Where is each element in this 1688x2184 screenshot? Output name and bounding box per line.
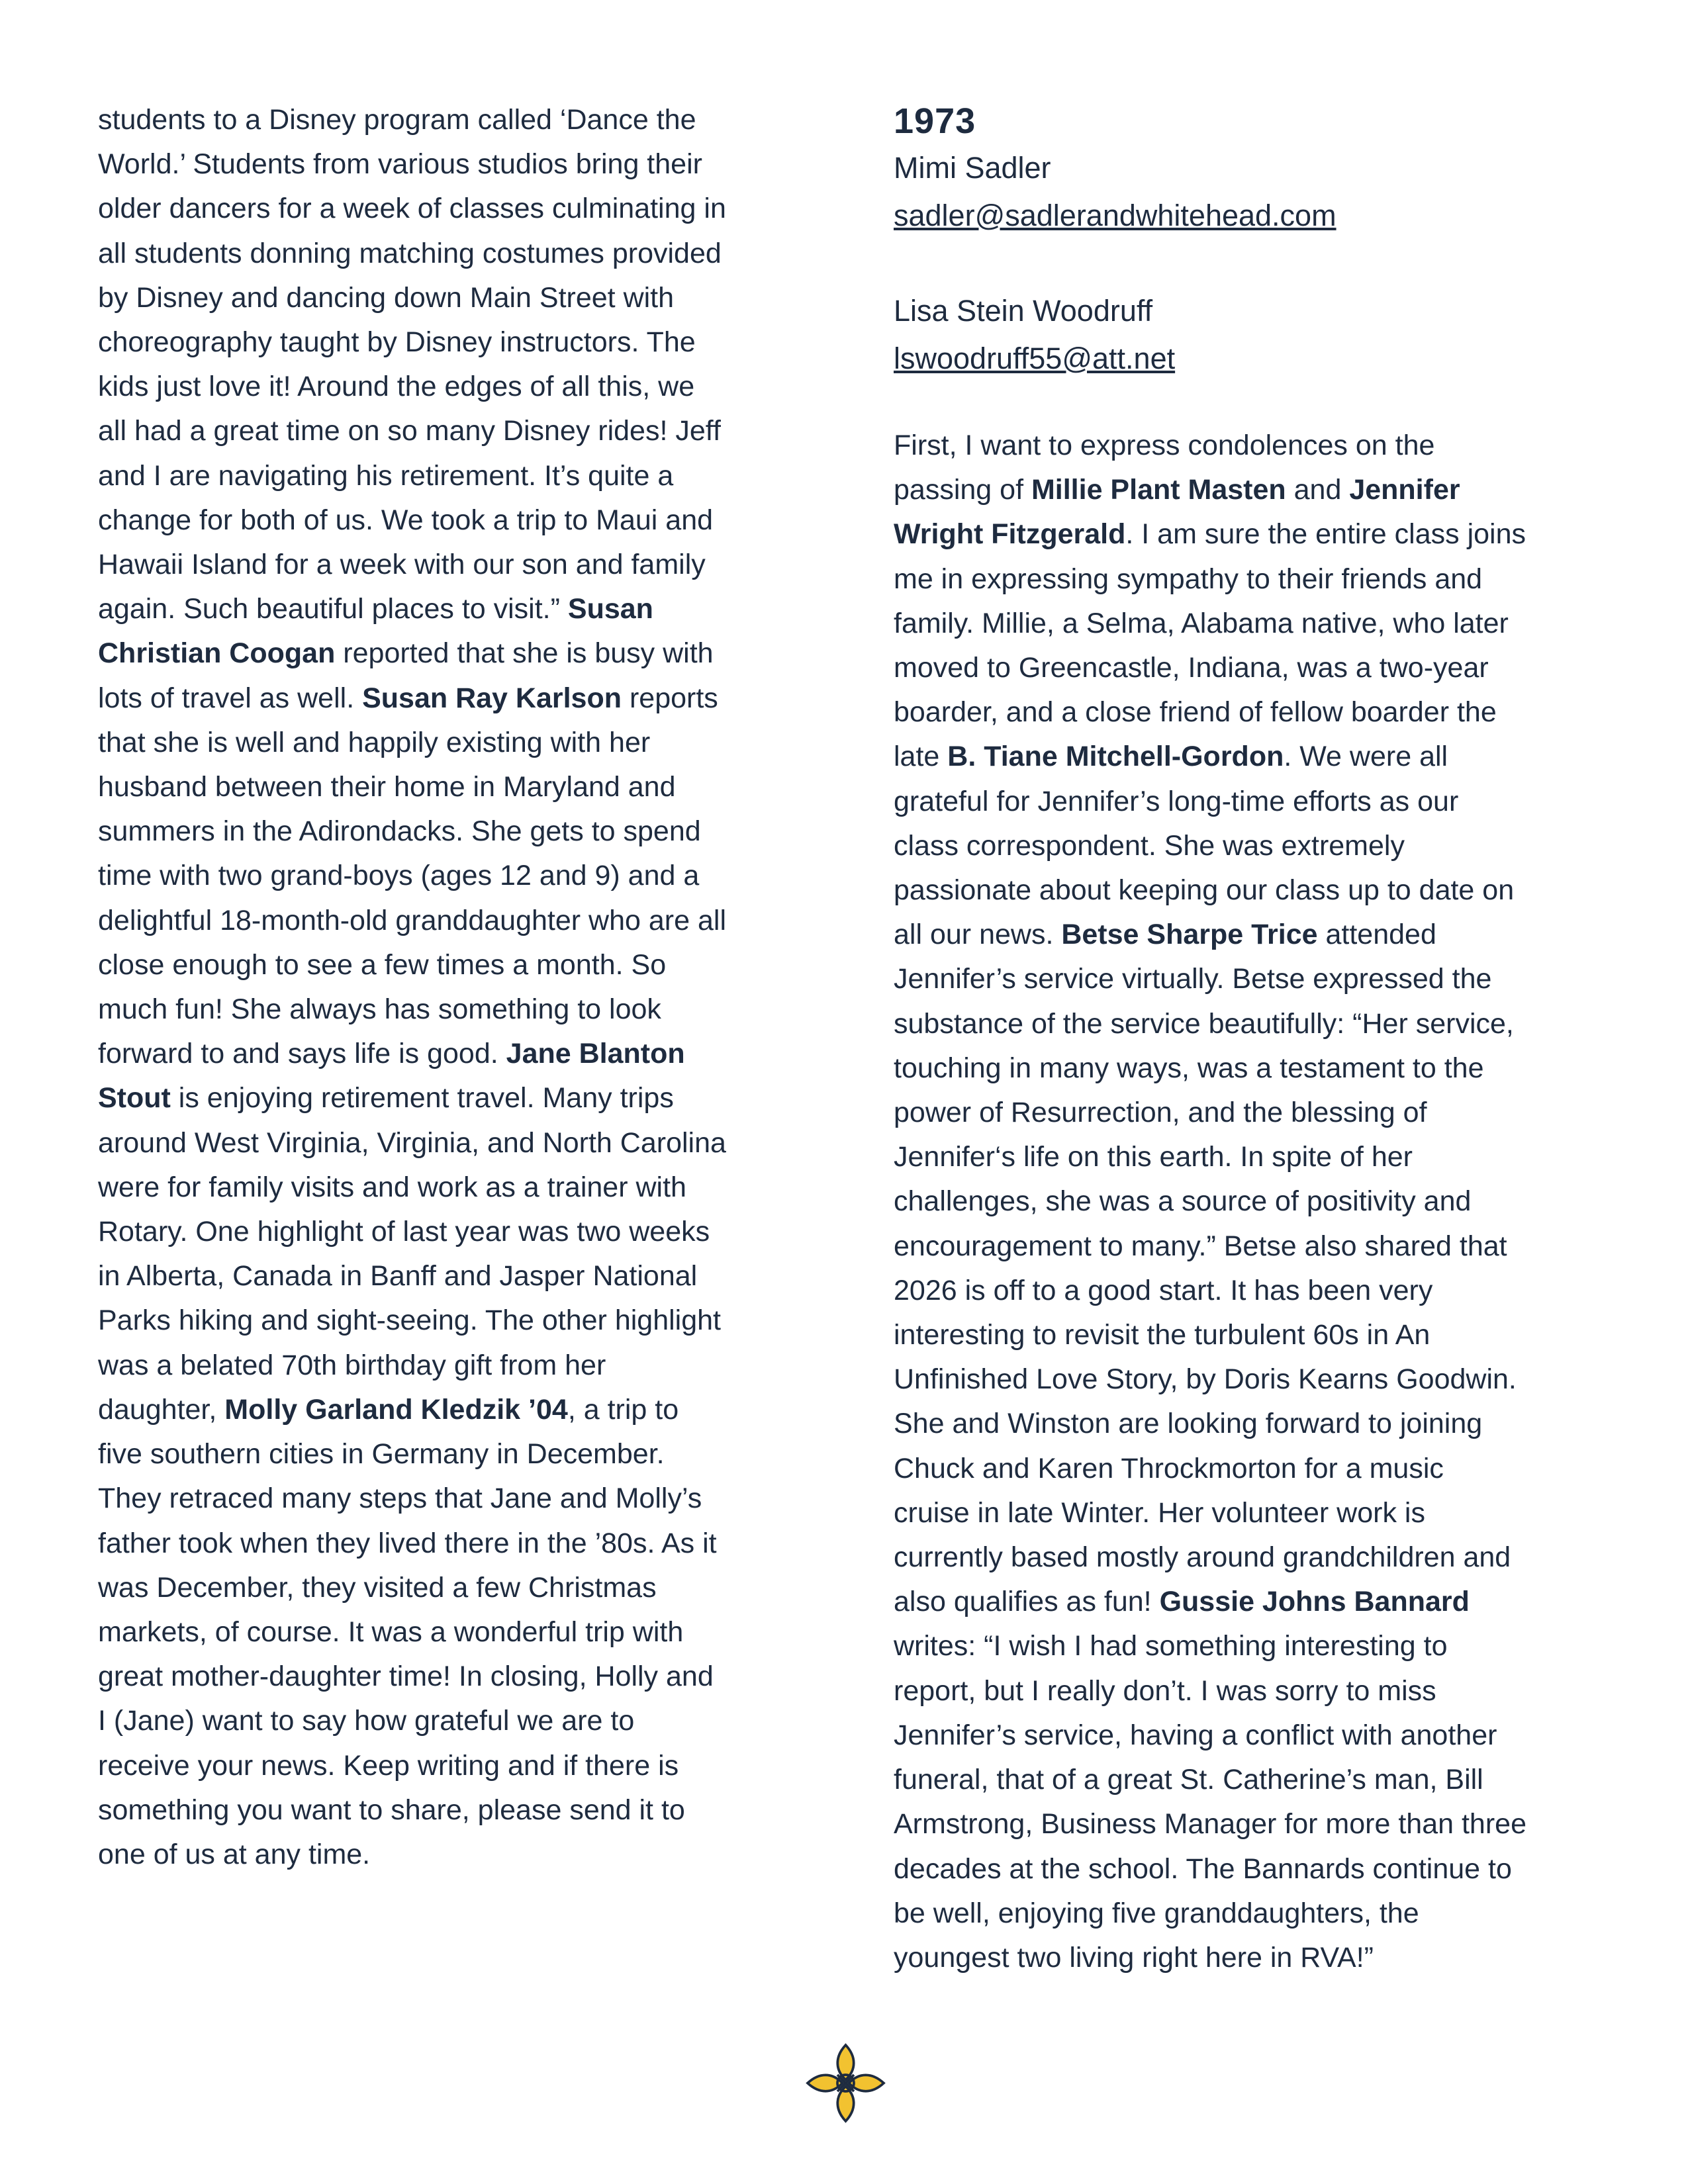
text-line: passionate about keeping our class up to date on: [894, 874, 1515, 907]
line-text: , a trip to: [567, 1393, 679, 1426]
text-line: father took when they lived there in the ’80s. As it: [98, 1527, 717, 1559]
text-line: were for family visits and work as a trainer with: [98, 1171, 686, 1203]
line-text: lots of travel as well.: [98, 682, 363, 714]
text-line: receive your news. Keep writing and if there is: [98, 1749, 679, 1782]
line-text: passing of: [894, 474, 1031, 506]
correspondent-name: Lisa Stein Woodruff: [894, 294, 1153, 328]
text-line: World.’ Students from various studios bring their: [98, 148, 702, 181]
text-line: was December, they visited a few Christmas: [98, 1571, 657, 1604]
text-line: change for both of us. We took a trip to Maui and: [98, 504, 714, 536]
spacer: [894, 383, 1595, 424]
text-line: power of Resurrection, and the blessing of: [894, 1097, 1427, 1129]
text-line: by Disney and dancing down Main Street with: [98, 281, 675, 314]
text-line: Rotary. One highlight of last year was two weeks: [98, 1216, 710, 1248]
text-line: was a belated 70th birthday gift from her: [98, 1349, 606, 1381]
right-column: [894, 98, 1595, 1980]
text-line: great mother-daughter time! In closing, Holly and: [98, 1661, 714, 1693]
text-line: challenges, she was a source of positivity and: [894, 1185, 1472, 1218]
text-line: be well, enjoying five granddaughters, the: [894, 1897, 1419, 1929]
correspondent-email-link[interactable]: sadler@sadlerandwhitehead.com: [894, 199, 1336, 232]
classmate-name: Gussie Johns Bannard: [1159, 1586, 1470, 1618]
line-text: is enjoying retirement travel. Many trips: [170, 1082, 674, 1115]
text-line: Jennifer’s service virtually. Betse expressed the: [894, 963, 1492, 995]
text-line: Parks hiking and sight-seeing. The other highlight: [98, 1304, 722, 1337]
correspondent-email-link[interactable]: lswoodruff55@att.net: [894, 341, 1176, 375]
classmate-name: B. Tiane Mitchell-Gordon: [947, 741, 1284, 773]
classmate-name: Millie Plant Masten: [1031, 474, 1286, 506]
text-line: touching in many ways, was a testament to the: [894, 1052, 1484, 1084]
text-line: cruise in late Winter. Her volunteer work is: [894, 1496, 1425, 1529]
classmate-name: Jane Blanton: [506, 1038, 685, 1070]
text-line: that she is well and happily existing with her: [98, 726, 651, 758]
classmate-name: Stout: [98, 1082, 171, 1115]
left-column: [98, 98, 800, 1877]
line-text: again. Such beautiful places to visit.”: [98, 593, 560, 625]
text-line: in Alberta, Canada in Banff and Jasper National: [98, 1260, 698, 1293]
school-logo-svg: [804, 2042, 887, 2124]
text-line: [894, 913, 1595, 957]
text-line: report, but I really don’t. I was sorry to miss: [894, 1674, 1436, 1707]
text-line: choreography taught by Disney instructors. The: [98, 326, 696, 359]
spacer: [894, 240, 1595, 287]
classmate-name: Wright Fitzgerald: [894, 518, 1126, 551]
text-line: [894, 512, 1595, 557]
text-line: Jennifer‘s life on this earth. In spite of her: [894, 1141, 1413, 1173]
text-line: husband between their home in Maryland and: [98, 771, 676, 803]
text-line: boarder, and a close friend of fellow boarder the: [894, 696, 1497, 729]
line-text: all our news.: [894, 919, 1062, 951]
classmate-name: Susan: [567, 593, 653, 625]
classmate-name: Betse Sharpe Trice: [1061, 919, 1318, 951]
text-line: and I are navigating his retirement. It’s quite a: [98, 459, 674, 492]
text-line: summers in the Adirondacks. She gets to spend: [98, 815, 701, 848]
text-line: one of us at any time.: [98, 1838, 371, 1870]
text-line: Armstrong, Business Manager for more than three: [894, 1808, 1526, 1841]
text-line: [894, 468, 1595, 512]
text-line: 2026 is off to a good start. It has been very: [894, 1274, 1433, 1306]
text-line: older dancers for a week of classes culminating in: [98, 193, 726, 225]
text-line: Unfinished Love Story, by Doris Kearns Goodwin.: [894, 1363, 1517, 1396]
text-line: decades at the school. The Bannards continue to: [894, 1852, 1512, 1885]
text-line: [98, 1032, 800, 1076]
text-line: They retraced many steps that Jane and Molly’s: [98, 1482, 702, 1515]
line-text: also qualifies as fun!: [894, 1586, 1160, 1618]
line-text: . We were all: [1284, 741, 1448, 773]
text-line: She and Winston are looking forward to joining: [894, 1408, 1483, 1440]
text-line: [98, 1388, 800, 1432]
text-line: me in expressing sympathy to their friends and: [894, 563, 1483, 595]
classmate-name: Christian Coogan: [98, 637, 336, 670]
text-line: something you want to share, please send it to: [98, 1794, 685, 1826]
line-text: forward to and says life is good.: [98, 1038, 506, 1070]
text-line: encouragement to many.” Betse also shared that: [894, 1230, 1507, 1262]
classmate-name: Molly Garland Kledzik ’04: [224, 1393, 568, 1426]
text-line: time with two grand-boys (ages 12 and 9) and a: [98, 860, 700, 892]
text-line: youngest two living right here in RVA!”: [894, 1941, 1374, 1974]
text-line: kids just love it! Around the edges of all this, we: [98, 371, 695, 403]
text-line: all students donning matching costumes provided: [98, 237, 722, 269]
text-line: [894, 1580, 1595, 1624]
text-line: five southern cities in Germany in December.: [98, 1438, 665, 1471]
text-line: Hawaii Island for a week with our son and family: [98, 549, 706, 581]
text-line: much fun! She always has something to look: [98, 993, 661, 1026]
class-year-heading: 1973: [894, 101, 976, 141]
text-line: Jennifer’s service, having a conflict with another: [894, 1719, 1497, 1751]
text-line: around West Virginia, Virginia, and North Carolina: [98, 1126, 726, 1159]
text-line: writes: “I wish I had something interesting to: [894, 1630, 1448, 1662]
line-text: . I am sure the entire class joins: [1125, 518, 1526, 551]
text-line: delightful 18-month-old granddaughter who are all: [98, 904, 727, 936]
line-text: daughter,: [98, 1393, 225, 1426]
school-logo-icon: [804, 2042, 887, 2124]
line-text: late: [894, 741, 948, 773]
text-line: interesting to revisit the turbulent 60s in An: [894, 1319, 1430, 1351]
text-line: [98, 1076, 800, 1120]
text-line: close enough to see a few times a month. So: [98, 948, 667, 981]
correspondent-name: Mimi Sadler: [894, 151, 1051, 185]
text-line: substance of the service beautifully: “Her service,: [894, 1007, 1514, 1040]
line-text: and: [1286, 474, 1350, 506]
classmate-name: Susan Ray Karlson: [362, 682, 622, 714]
line-text: attended: [1317, 919, 1436, 951]
text-line: [98, 676, 800, 721]
text-line: currently based mostly around grandchildren and: [894, 1541, 1511, 1574]
text-line: Chuck and Karen Throckmorton for a music: [894, 1452, 1444, 1484]
text-line: markets, of course. It was a wonderful trip with: [98, 1615, 684, 1648]
text-line: [894, 735, 1595, 779]
text-line: all had a great time on so many Disney rides! Jeff: [98, 415, 721, 447]
line-text: reported that she is busy with: [335, 637, 714, 670]
text-line: [98, 631, 800, 676]
text-line: [98, 587, 800, 631]
text-line: family. Millie, a Selma, Alabama native, who later: [894, 607, 1509, 639]
line-text: reports: [622, 682, 718, 714]
text-line: First, I want to express condolences on the: [894, 430, 1435, 461]
text-line: funeral, that of a great St. Catherine’s man, Bill: [894, 1764, 1483, 1796]
text-line: class correspondent. She was extremely: [894, 829, 1405, 862]
classmate-name: Jennifer: [1349, 474, 1460, 506]
text-line: students to a Disney program called ‘Dance the: [98, 104, 696, 136]
text-line: I (Jane) want to say how grateful we are to: [98, 1705, 635, 1737]
text-line: moved to Greencastle, Indiana, was a two-year: [894, 652, 1489, 684]
text-line: grateful for Jennifer’s long-time efforts as our: [894, 785, 1459, 817]
